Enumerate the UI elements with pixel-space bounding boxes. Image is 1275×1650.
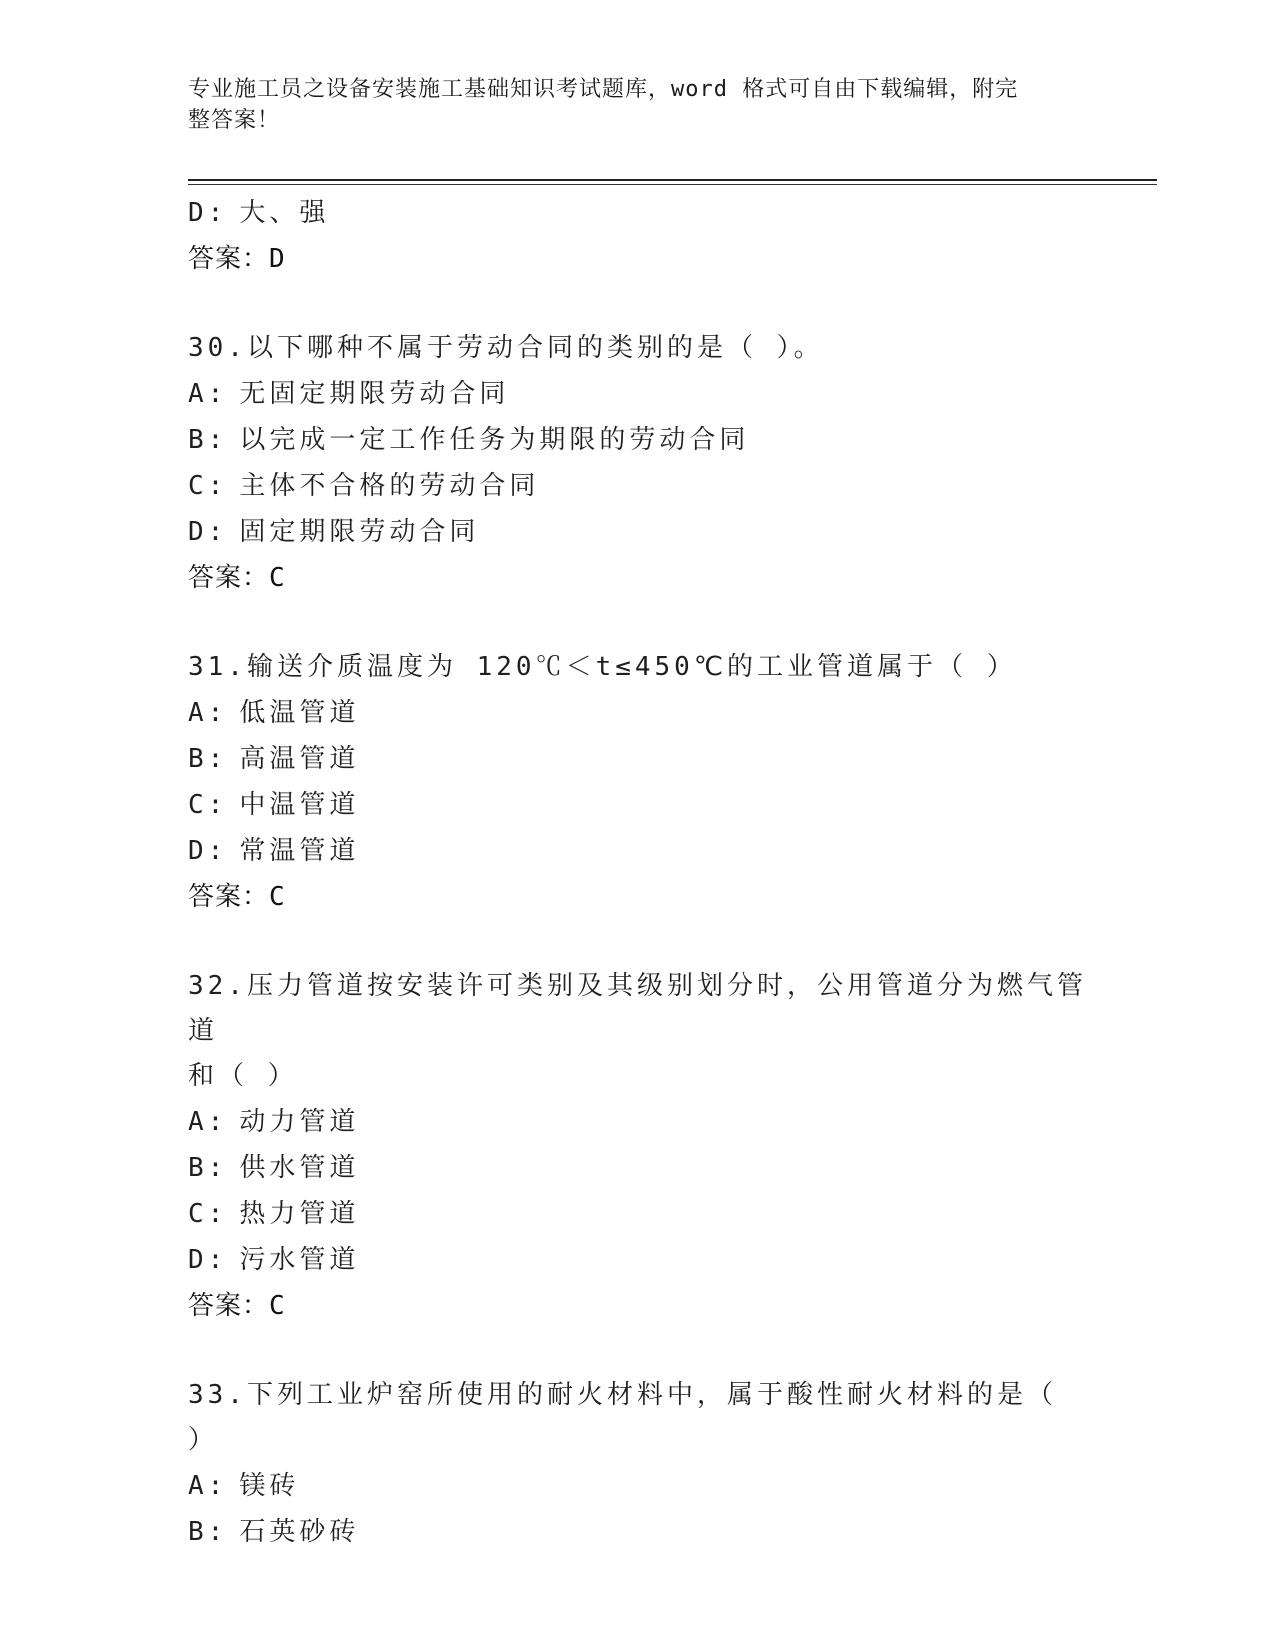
header-line-2: 整答案！ (188, 108, 281, 133)
question-stem-continuation: 和（ ） (188, 1061, 298, 1091)
option-d (188, 828, 1088, 874)
answer-label: 答案： (188, 1291, 270, 1321)
option-label: D: (188, 517, 228, 547)
option-d (188, 1237, 1088, 1283)
answer-value: D (269, 244, 286, 274)
question-stem: 32.压力管道按安装许可类别及其级别划分时，公用管道分为燃气管道 (188, 971, 1087, 1046)
option-a (188, 690, 1088, 736)
question-stem: 31.输送介质温度为 120℃＜t≤450℃的工业管道属于（ ） (188, 652, 1017, 682)
option-label: B: (188, 744, 228, 774)
question-stem: 30.以下哪种不属于劳动合同的类别的是（ ）。 (188, 333, 824, 363)
option-c (188, 463, 1088, 509)
option-a (188, 1463, 1088, 1509)
option-text: 石英砂砖 (239, 1517, 360, 1547)
option-label: D: (188, 1245, 228, 1275)
header-divider-thick (188, 179, 1157, 181)
answer-label: 答案： (188, 563, 270, 593)
option-text: 热力管道 (239, 1199, 360, 1229)
option-label: A: (188, 698, 228, 728)
question-30 (188, 326, 1088, 601)
option-label: A: (188, 1471, 228, 1501)
option-label: C: (188, 1199, 228, 1229)
option-text: 中温管道 (239, 790, 360, 820)
answer-line (188, 555, 1088, 601)
question-content (188, 190, 1088, 1555)
option-text: 主体不合格的劳动合同 (239, 471, 540, 501)
option-a (188, 371, 1088, 417)
option-text: 常温管道 (239, 836, 360, 866)
option-b (188, 1145, 1088, 1191)
option-b (188, 736, 1088, 782)
answer-label: 答案： (188, 882, 270, 912)
answer-value: C (269, 882, 286, 912)
option-label: B: (188, 1517, 228, 1547)
header-divider-thin (188, 184, 1157, 185)
header-line-1: 专业施工员之设备安装施工基础知识考试题库，word 格式可自由下载编辑，附完 (188, 77, 1019, 102)
answer-line (188, 236, 1088, 282)
option-text: 固定期限劳动合同 (239, 517, 480, 547)
option-text: 以完成一定工作任务为期限的劳动合同 (239, 425, 750, 455)
option-label: A: (188, 1107, 228, 1137)
option-text: 无固定期限劳动合同 (239, 379, 510, 409)
option-label: A: (188, 379, 228, 409)
answer-line (188, 1283, 1088, 1329)
document-header (188, 74, 1078, 136)
option-label: B: (188, 1153, 228, 1183)
option-c (188, 782, 1088, 828)
option-b (188, 417, 1088, 463)
option-label: C: (188, 471, 228, 501)
option-d (188, 509, 1088, 555)
question-stem: 33.下列工业炉窑所使用的耐火材料中，属于酸性耐火材料的是（ ） (188, 1380, 1057, 1455)
option-text: 大、强 (239, 198, 330, 228)
option-label: B: (188, 425, 228, 455)
option-b (188, 1509, 1088, 1555)
option-text: 供水管道 (239, 1153, 360, 1183)
option-text: 动力管道 (239, 1107, 360, 1137)
answer-line (188, 874, 1088, 920)
question-32 (188, 964, 1088, 1329)
option-d (188, 190, 1088, 236)
question-33 (188, 1373, 1088, 1555)
option-text: 高温管道 (239, 744, 360, 774)
option-c (188, 1191, 1088, 1237)
answer-value: C (269, 1291, 286, 1321)
option-label: C: (188, 790, 228, 820)
question-31 (188, 645, 1088, 920)
option-label: D: (188, 198, 228, 228)
option-label: D: (188, 836, 228, 866)
answer-label: 答案： (188, 244, 270, 274)
option-a (188, 1099, 1088, 1145)
answer-value: C (269, 563, 286, 593)
option-text: 低温管道 (239, 698, 360, 728)
option-text: 污水管道 (239, 1245, 360, 1275)
option-text: 镁砖 (239, 1471, 300, 1501)
